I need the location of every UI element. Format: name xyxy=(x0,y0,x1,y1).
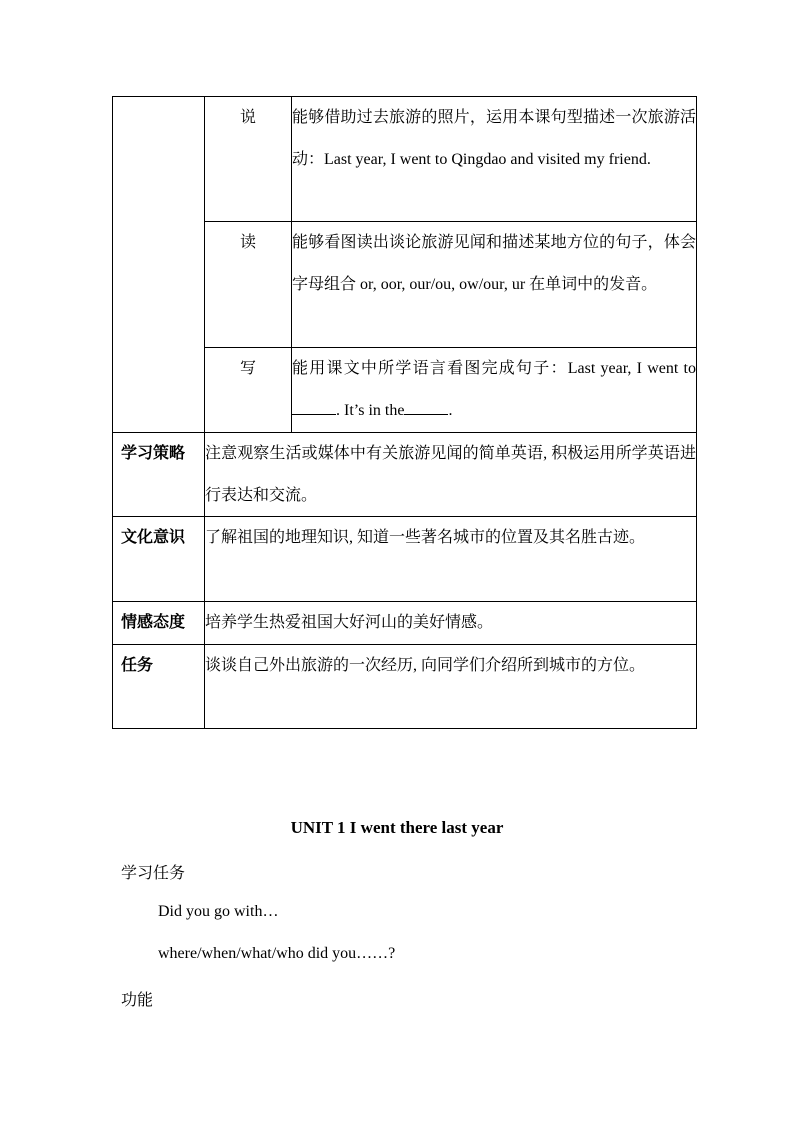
row-label: 学习策略 xyxy=(121,445,186,462)
section-heading-function: 功能 xyxy=(121,992,154,1009)
row-label-cell xyxy=(113,517,205,602)
row-content-cell xyxy=(205,433,697,517)
write-text-after: . xyxy=(448,401,453,419)
write-text-before: 能用课文中所学语言看图完成句子：Last year, I went to xyxy=(292,360,696,377)
row-content-cell xyxy=(205,602,697,645)
row-content: 培养学生热爱祖国大好河山的美好情感。 xyxy=(205,614,494,631)
skill-description-cell xyxy=(292,222,697,348)
skill-label-cell xyxy=(205,222,292,348)
skill-row-speak xyxy=(113,97,697,222)
row-culture xyxy=(113,517,697,602)
row-attitude xyxy=(113,602,697,645)
row-content-cell xyxy=(205,517,697,602)
skill-label: 说 xyxy=(239,109,256,126)
skill-description xyxy=(292,348,696,431)
row-content-cell xyxy=(205,644,697,728)
skill-description-cell xyxy=(292,97,697,222)
row-label: 情感态度 xyxy=(121,614,186,631)
skill-description: 能够借助过去旅游的照片，运用本课句型描述一次旅游活动：Last year, I went to Qingdao and visited my friend. xyxy=(292,109,696,168)
row-label-cell xyxy=(113,602,205,645)
skill-description: 能够看图读出谈论旅游见闻和描述某地方位的句子，体会字母组合 or, oor, our/ou, ow/our, ur 在单词中的发音。 xyxy=(292,234,696,293)
task-line: Did you go with… xyxy=(158,903,279,920)
skill-label-cell xyxy=(205,348,292,433)
fill-blank xyxy=(292,400,336,415)
row-label: 任务 xyxy=(121,656,154,674)
row-content: 了解祖国的地理知识, 知道一些著名城市的位置及其名胜古迹。 xyxy=(205,529,646,546)
skill-label-cell xyxy=(205,97,292,222)
row-content: 注意观察生活或媒体中有关旅游见闻的简单英语, 积极运用所学英语进行表达和交流。 xyxy=(205,445,696,504)
objectives-table xyxy=(112,96,697,729)
section-heading-tasks: 学习任务 xyxy=(121,865,186,882)
write-text-middle: . It’s in the xyxy=(336,401,405,419)
skill-description-cell xyxy=(292,348,697,433)
row-label: 文化意识 xyxy=(121,529,186,546)
task-line: where/when/what/who did you……? xyxy=(158,945,396,962)
skill-label: 读 xyxy=(239,234,256,251)
fill-blank xyxy=(404,400,448,415)
row-label-cell xyxy=(113,433,205,517)
row-strategy xyxy=(113,433,697,517)
skill-label: 写 xyxy=(239,360,256,377)
unit-title: UNIT 1 I went there last year xyxy=(290,818,504,837)
row-content: 谈谈自己外出旅游的一次经历, 向同学们介绍所到城市的方位。 xyxy=(205,656,646,674)
row-task xyxy=(113,644,697,728)
empty-label-cell xyxy=(113,97,205,433)
row-label-cell xyxy=(113,644,205,728)
